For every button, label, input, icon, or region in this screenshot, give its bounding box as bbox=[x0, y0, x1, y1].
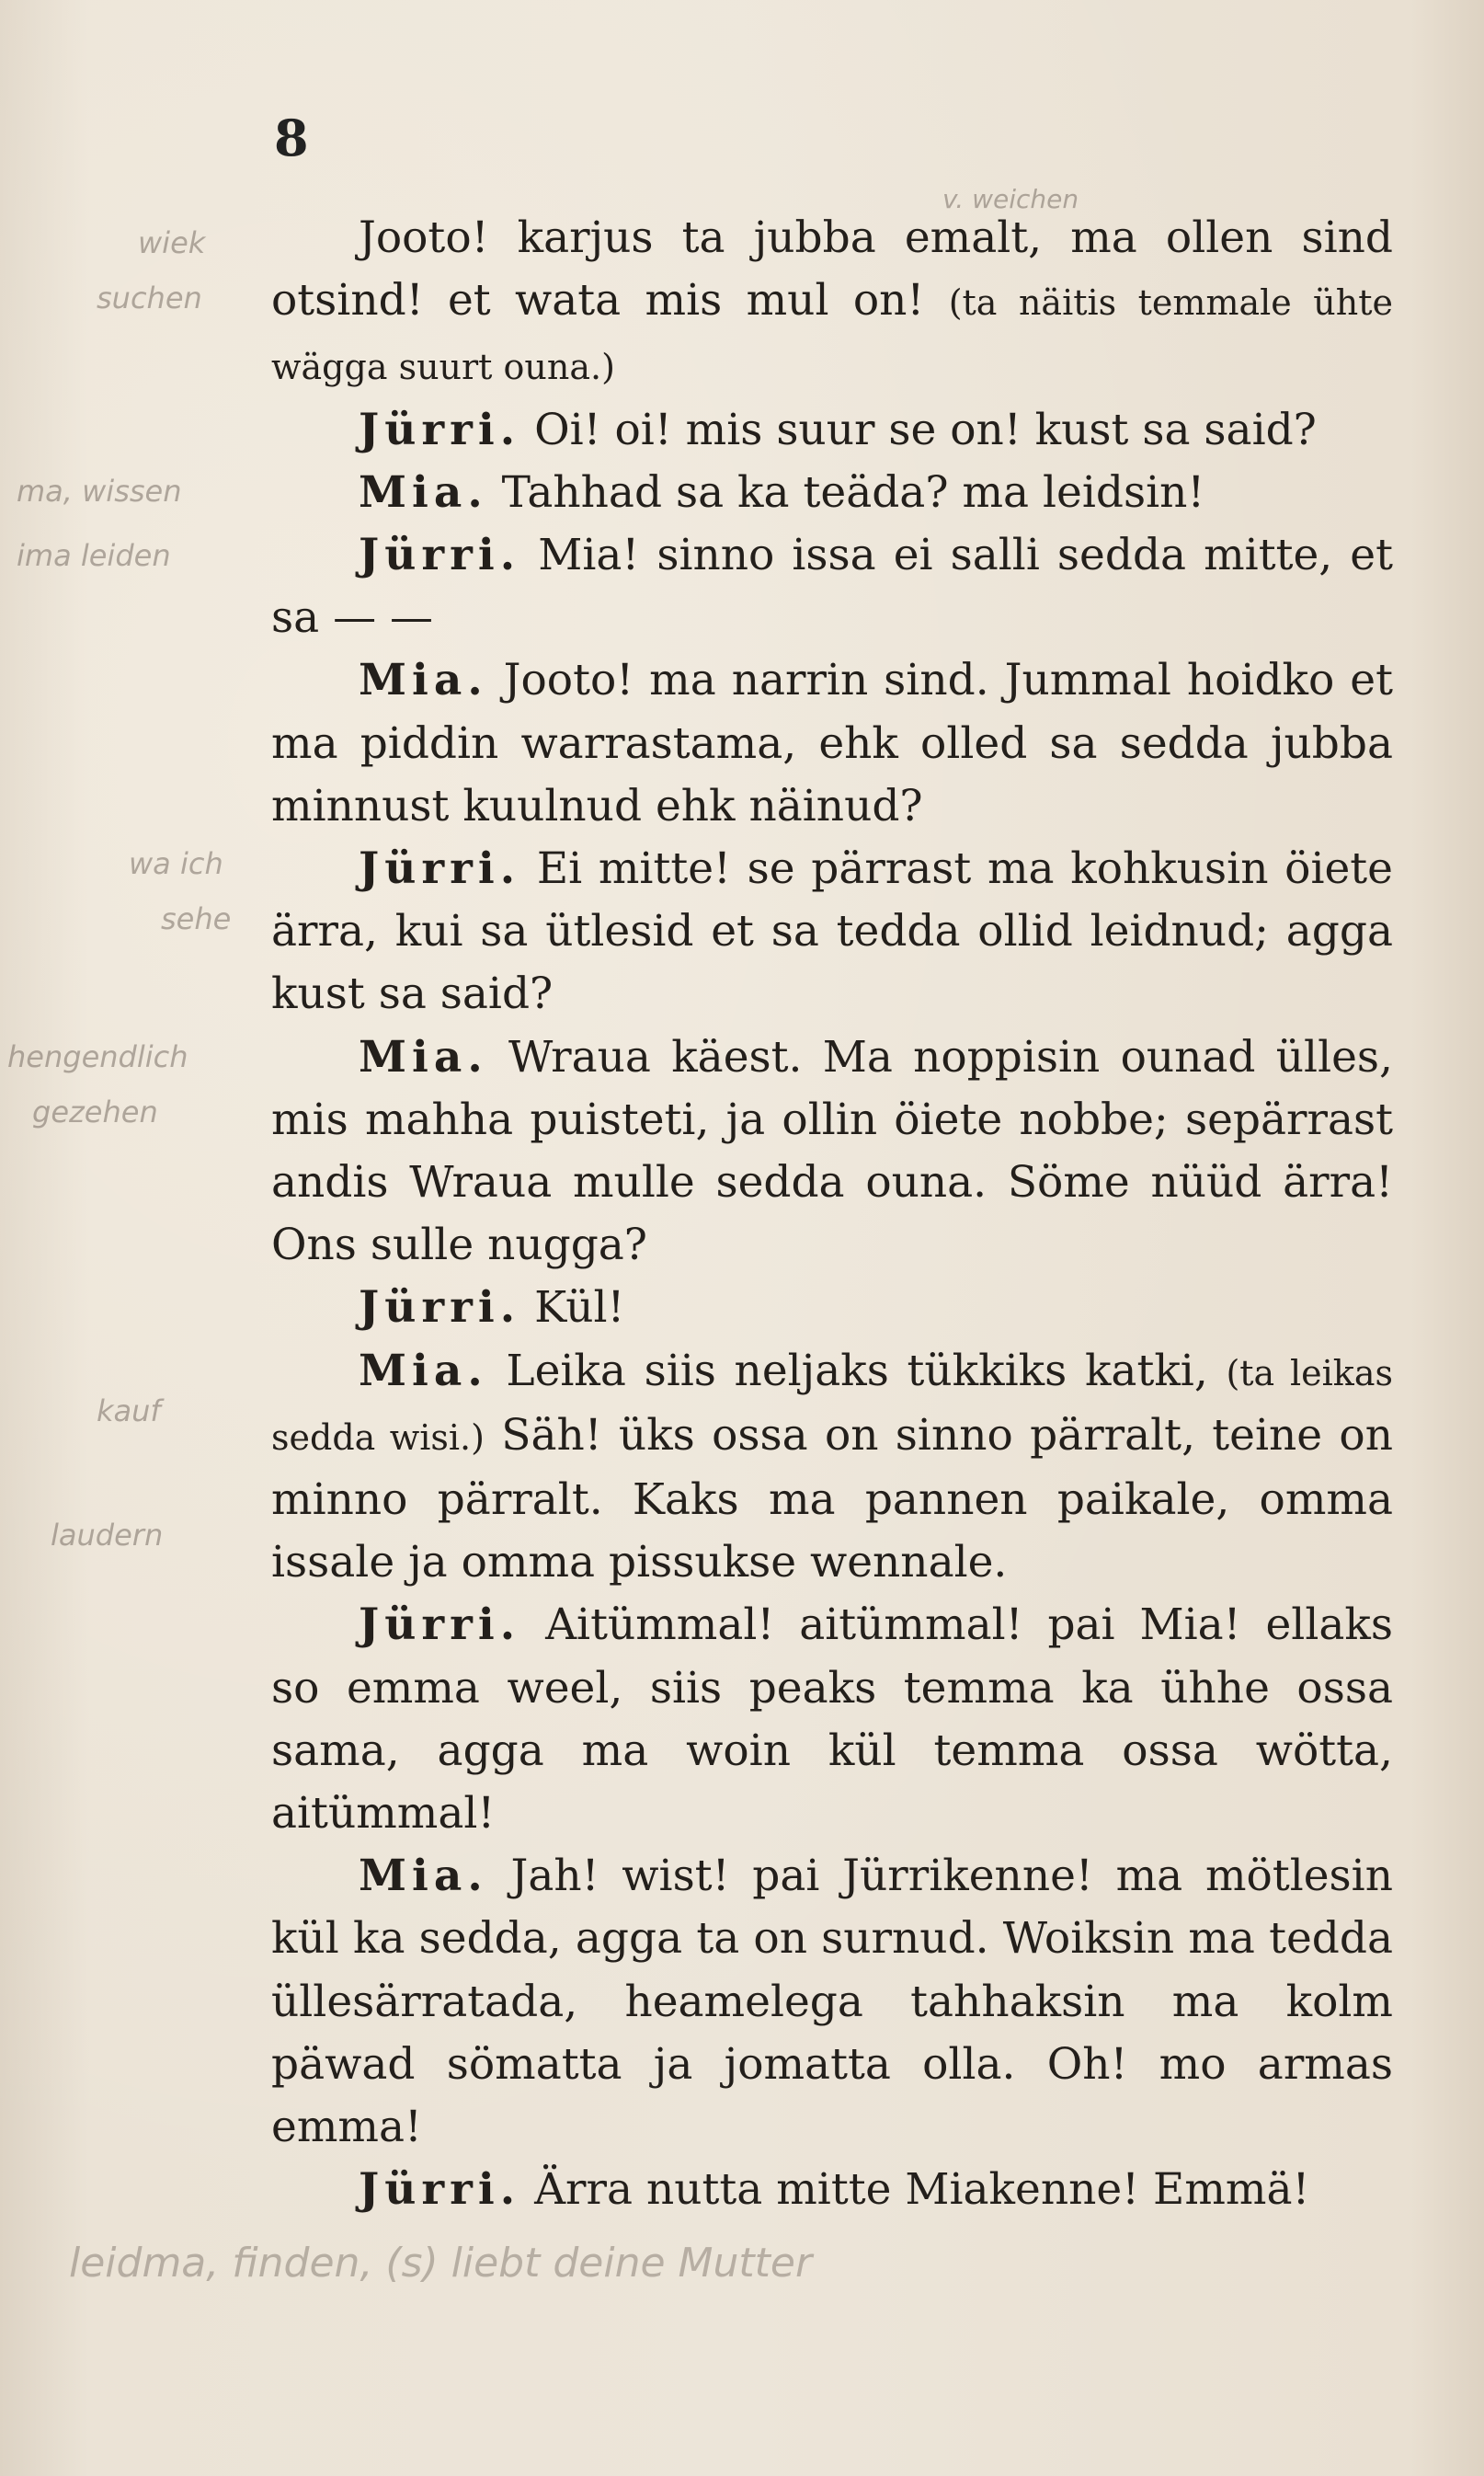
speaker-name: Jürri. bbox=[359, 1599, 521, 1651]
margin-note: laudern bbox=[51, 1518, 164, 1553]
paragraph: Mia. Leika siis neljaks tükkiks katki, (ta leikas sedda wisi.) Säh! üks ossa on sinno pärralt, teine on minno pärralt. Kaks ma pannen paikale, omma issale ja omma pissukse wennale. bbox=[271, 1345, 1393, 1588]
paragraph: Jürri. Mia! sinno issa ei salli sedda mitte, et sa — — bbox=[271, 530, 1393, 644]
margin-note: wiek bbox=[138, 225, 206, 260]
margin-note: sehe bbox=[161, 901, 232, 936]
paragraph: Mia. Wraua käest. Ma noppisin ounad ülles, mis mahha puisteti, ja ollin öiete nobbe; sepärrast andis Wraua mulle sedda ouna. Söme nüüd ärra! Ons sulle nugga? bbox=[271, 1031, 1393, 1271]
margin-note: ima leiden bbox=[17, 538, 171, 573]
speaker-name: Jürri. bbox=[359, 404, 521, 455]
speaker-name: Jürri. bbox=[359, 1282, 521, 1334]
paragraph: Mia. Tahhad sa ka teäda? ma leidsin! bbox=[359, 466, 1205, 518]
margin-note: gezehen bbox=[32, 1095, 158, 1129]
speaker-name: Mia. bbox=[359, 1345, 488, 1396]
paragraph: Jürri. Kül! bbox=[359, 1282, 625, 1334]
speaker-name: Mia. bbox=[359, 1851, 488, 1902]
paragraph: Jürri. Oi! oi! mis suur se on! kust sa said? bbox=[359, 404, 1317, 455]
speaker-name: Jürri. bbox=[359, 843, 521, 895]
speaker-name: Mia. bbox=[359, 1031, 488, 1083]
paragraph: Jürri. Aitümmal! aitümmal! pai Mia! ellaks so emma weel, siis peaks temma ka ühhe ossa sama, agga ma woin kül temma ossa wötta, aitümmal! bbox=[271, 1599, 1393, 1840]
dialogue-text bbox=[271, 207, 1393, 2222]
page-number: 8 bbox=[274, 109, 309, 167]
handwritten-bottom-note: leidma, finden, (s) liebt deine Mutter bbox=[69, 2240, 813, 2287]
paragraph: Jürri. Ei mitte! se pärrast ma kohkusin öiete ärra, kui sa ütlesid et sa tedda ollid leidnud; agga kust sa said? bbox=[271, 843, 1393, 1020]
paragraph: Jürri. Ärra nutta mitte Miakenne! Emmä! bbox=[359, 2164, 1310, 2216]
paragraph: Mia. Jah! wist! pai Jürrikenne! ma mötlesin kül ka sedda, agga ta on surnud. Woiksin ma tedda üllesärratada, heamelega tahhaksin ma kolm päwad sömatta ja jomatta olla. Oh! mo armas emma! bbox=[271, 1851, 1393, 2153]
paragraph: Mia. Jooto! ma narrin sind. Jummal hoidko et ma piddin warrastama, ehk olled sa sedda jubba minnust kuulnud ehk näinud? bbox=[271, 655, 1393, 831]
handwritten-top-note: v. weichen bbox=[942, 184, 1079, 214]
speaker-name: Mia. bbox=[359, 655, 488, 706]
paragraph: Jooto! karjus ta jubba emalt, ma ollen sind otsind! et wata mis mul on! (ta näitis temmale ühte wägga suurt ouna.) bbox=[271, 212, 1393, 388]
margin-note: kauf bbox=[97, 1393, 161, 1428]
speaker-name: Jürri. bbox=[359, 530, 521, 581]
speaker-name: Jürri. bbox=[359, 2164, 521, 2216]
margin-note: ma, wissen bbox=[17, 474, 182, 509]
margin-note: suchen bbox=[97, 281, 202, 315]
margin-note: wa ich bbox=[129, 846, 223, 881]
margin-note: hengendlich bbox=[7, 1039, 188, 1074]
speaker-name: Mia. bbox=[359, 466, 488, 518]
